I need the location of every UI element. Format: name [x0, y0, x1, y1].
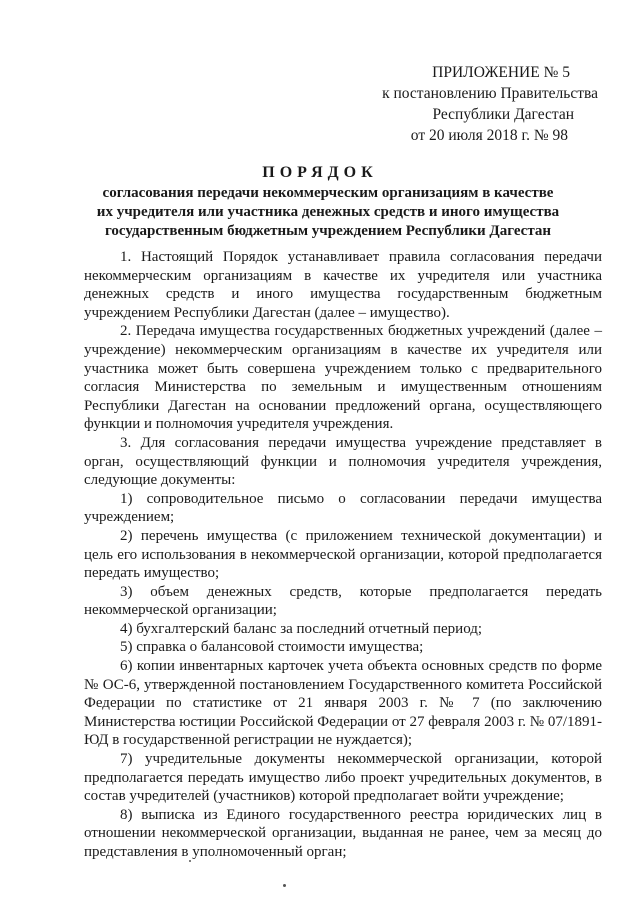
- subtitle-line-3: государственным бюджетным учреждением Республики Дагестан: [104, 223, 552, 239]
- scan-speck: [283, 884, 286, 887]
- appendix-reference: к постановлению Правительства: [382, 85, 598, 102]
- document-subtitle: [78, 184, 578, 241]
- appendix-government: Республики Дагестан: [432, 106, 574, 123]
- paragraph-3: 3. Для согласования передачи имущества учреждение представляет в орган, осуществляющий функции и полномочия учредителя учреждения, следующие документы:: [84, 434, 602, 489]
- appendix-number: ПРИЛОЖЕНИЕ № 5: [432, 64, 570, 81]
- list-item-3: 3) объем денежных средств, которые предполагается передать некоммерческой организации;: [84, 583, 602, 619]
- paragraph-2: 2. Передача имущества государственных бюджетных учреждений (далее – учреждение) некоммерческим организациям в качестве их учредителя или участника может быть совершена учреждением только с предварительного согласия Министерства по земельным и имущественным отношениям Республики Дагестан на основании предложений органа, осуществляющего функции и полномочия учредителя учреждения.: [84, 323, 602, 433]
- appendix-date: от 20 июля 2018 г. № 98: [410, 127, 568, 144]
- scan-speck: [189, 860, 191, 862]
- document-title: ПОРЯДОК: [262, 164, 378, 181]
- list-item-7: 7) учредительные документы некоммерческой организации, которой предполагается передать имущество либо проект учредительных документов, в состав учредителей (участников) которой предполагает войти учреждение;: [84, 751, 602, 805]
- appendix-header: [358, 62, 598, 146]
- list-item-1: 1) сопроводительное письмо о согласовании передачи имущества учреждением;: [84, 490, 602, 526]
- subtitle-line-1: согласования передачи некоммерческим организациям в качестве: [102, 185, 554, 201]
- list-item-5: 5) справка о балансовой стоимости имущества;: [120, 639, 424, 656]
- document-body: [84, 248, 602, 862]
- list-item-8: 8) выписка из Единого государственного реестра юридических лиц в отношении некоммерческой организации, выданная не ранее, чем за месяц до представления в уполномоченный орган;: [84, 806, 602, 860]
- paragraph-1: 1. Настоящий Порядок устанавливает правила согласования передачи некоммерческим организациям в качестве их учредителя или участника денежных средств и иного имущества государственным бюджетным учреждением Республики Дагестан (далее – имущество).: [84, 249, 602, 321]
- list-item-4: 4) бухгалтерский баланс за последний отчетный период;: [120, 620, 483, 637]
- subtitle-line-2: их учредителя или участника денежных средств и иного имущества: [96, 204, 560, 220]
- list-item-6: 6) копии инвентарных карточек учета объекта основных средств по форме № ОС-6, утвержденной постановлением Государственного комитета Российской Федерации по статистике от 21 января 2003 г. № 7 (по заключению Министерства юстиции Российской Федерации от 27 февраля 2003 г. № 07/1891-ЮД в государственной регистрации не нуждается);: [84, 658, 603, 749]
- list-item-2: 2) перечень имущества (с приложением технической документации) и цель его использования в некоммерческой организации, которой предполагается передать имущество;: [84, 527, 602, 582]
